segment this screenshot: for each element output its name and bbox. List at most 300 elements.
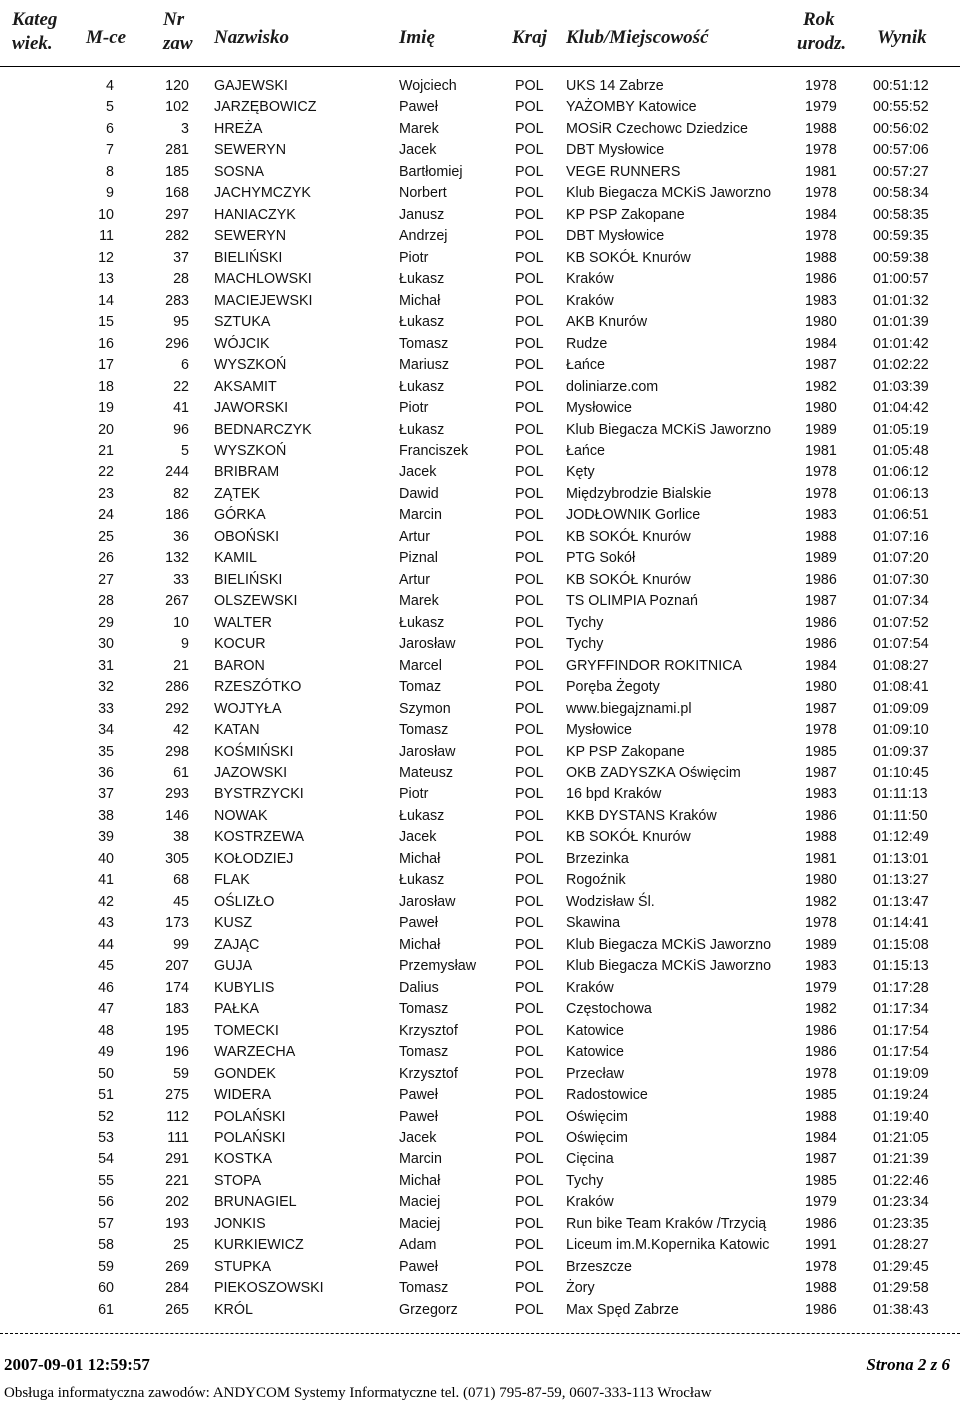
- cell-result: 01:08:27: [873, 657, 929, 674]
- table-row: [0, 1235, 960, 1256]
- table-row: [0, 1085, 960, 1106]
- cell-surname: SEWERYN: [214, 228, 287, 245]
- cell-result: 01:21:05: [873, 1129, 929, 1146]
- cell-club: Tychy: [566, 614, 604, 631]
- cell-place: 52: [98, 1108, 114, 1125]
- cell-place: 57: [98, 1215, 114, 1232]
- cell-club: Kraków: [566, 271, 614, 288]
- cell-bib: 305: [165, 850, 189, 867]
- cell-result: 01:22:46: [873, 1172, 929, 1189]
- cell-firstname: Marcel: [399, 657, 442, 674]
- cell-result: 01:02:22: [873, 357, 929, 374]
- cell-surname: PAŁKA: [214, 1001, 260, 1018]
- cell-country: POL: [515, 507, 544, 524]
- cell-club: Klub Biegacza MCKiS Jaworzno: [566, 958, 772, 975]
- cell-surname: WARZECHA: [214, 1044, 296, 1061]
- cell-result: 00:58:35: [873, 206, 929, 223]
- cell-result: 01:23:34: [873, 1194, 929, 1211]
- cell-result: 01:19:40: [873, 1108, 929, 1125]
- cell-result: 01:01:39: [873, 314, 929, 331]
- cell-bib: 146: [165, 807, 189, 824]
- header-kat: [12, 8, 58, 54]
- cell-club: Radostowice: [566, 1087, 648, 1104]
- cell-country: POL: [515, 614, 544, 631]
- cell-birth-year: 1982: [805, 1001, 837, 1018]
- cell-birth-year: 1983: [805, 958, 837, 975]
- cell-club: KKB DYSTANS Kraków: [566, 807, 717, 824]
- cell-country: POL: [515, 206, 544, 223]
- cell-result: 01:14:41: [873, 915, 929, 932]
- cell-result: 01:13:47: [873, 893, 929, 910]
- cell-surname: MACIEJEWSKI: [214, 292, 313, 309]
- cell-birth-year: 1978: [805, 185, 837, 202]
- cell-birth-year: 1989: [805, 550, 837, 567]
- cell-surname: AKSAMIT: [214, 378, 277, 395]
- cell-country: POL: [515, 1258, 544, 1275]
- cell-place: 21: [98, 442, 114, 459]
- cell-result: 01:21:39: [873, 1151, 929, 1168]
- cell-firstname: Maciej: [399, 1215, 441, 1232]
- cell-surname: KUSZ: [214, 915, 253, 932]
- cell-place: 44: [98, 936, 114, 953]
- table-row: [0, 269, 960, 290]
- cell-surname: SOSNA: [214, 163, 265, 180]
- cell-birth-year: 1986: [805, 636, 837, 653]
- cell-surname: GUJA: [214, 958, 253, 975]
- cell-result: 01:07:16: [873, 528, 929, 545]
- cell-country: POL: [515, 292, 544, 309]
- cell-club: JODŁOWNIK Gorlice: [566, 507, 701, 524]
- cell-result: 01:06:13: [873, 485, 929, 502]
- header-klub: Klub/Miejscowość: [566, 27, 709, 48]
- cell-surname: GAJEWSKI: [214, 78, 288, 94]
- cell-birth-year: 1982: [805, 893, 837, 910]
- cell-firstname: Michał: [399, 1172, 441, 1189]
- cell-result: 01:38:43: [873, 1301, 929, 1318]
- cell-place: 46: [98, 979, 114, 996]
- table-row: [0, 248, 960, 269]
- cell-club: Międzybrodzie Bialskie: [566, 485, 712, 502]
- cell-country: POL: [515, 1129, 544, 1146]
- cell-place: 26: [98, 550, 114, 567]
- table-row: [0, 205, 960, 226]
- table-row: [0, 978, 960, 999]
- cell-birth-year: 1981: [805, 850, 837, 867]
- cell-bib: 282: [165, 228, 189, 245]
- cell-surname: RZESZÓTKO: [214, 679, 302, 696]
- cell-club: GRYFFINDOR ROKITNICA: [566, 657, 743, 674]
- cell-club: KB SOKÓŁ Knurów: [566, 528, 691, 545]
- cell-bib: 36: [173, 528, 189, 545]
- cell-surname: MACHLOWSKI: [214, 271, 312, 288]
- cell-club: DBT Mysłowice: [566, 142, 665, 159]
- cell-result: 01:13:27: [873, 872, 929, 889]
- cell-firstname: Szymon: [399, 700, 451, 717]
- cell-birth-year: 1986: [805, 1215, 837, 1232]
- table-row: [0, 377, 960, 398]
- cell-birth-year: 1984: [805, 335, 837, 352]
- cell-surname: NOWAK: [214, 807, 268, 824]
- cell-surname: GÓRKA: [214, 507, 266, 524]
- cell-firstname: Łukasz: [399, 314, 445, 331]
- cell-country: POL: [515, 807, 544, 824]
- cell-birth-year: 1985: [805, 743, 837, 760]
- cell-birth-year: 1980: [805, 400, 837, 417]
- cell-firstname: Piznal: [399, 550, 438, 567]
- cell-firstname: Jacek: [399, 829, 437, 846]
- cell-birth-year: 1980: [805, 872, 837, 889]
- cell-firstname: Łukasz: [399, 614, 445, 631]
- cell-firstname: Artur: [399, 528, 430, 545]
- cell-club: Przecław: [566, 1065, 624, 1082]
- cell-birth-year: 1978: [805, 78, 837, 94]
- cell-country: POL: [515, 1044, 544, 1061]
- cell-place: 20: [98, 421, 114, 438]
- cell-birth-year: 1983: [805, 507, 837, 524]
- cell-firstname: Tomasz: [399, 1280, 449, 1297]
- cell-bib: 28: [173, 271, 189, 288]
- table-row: [0, 97, 960, 118]
- cell-result: 01:05:48: [873, 442, 929, 459]
- cell-birth-year: 1987: [805, 765, 837, 781]
- cell-birth-year: 1986: [805, 571, 837, 588]
- header-rok-line1: Rok: [803, 9, 835, 30]
- cell-firstname: Marek: [399, 593, 439, 610]
- cell-firstname: Paweł: [399, 99, 438, 116]
- cell-bib: 132: [165, 550, 189, 567]
- cell-firstname: Łukasz: [399, 807, 445, 824]
- cell-place: 35: [98, 743, 114, 760]
- cell-place: 59: [98, 1258, 114, 1275]
- cell-country: POL: [515, 421, 544, 438]
- cell-bib: 33: [173, 571, 189, 588]
- cell-result: 00:57:27: [873, 163, 929, 180]
- cell-place: 29: [98, 614, 114, 631]
- table-row: [0, 162, 960, 183]
- cell-club: KP PSP Zakopane: [566, 743, 685, 760]
- table-row: [0, 806, 960, 827]
- cell-firstname: Paweł: [399, 1087, 438, 1104]
- cell-bib: 99: [173, 936, 189, 953]
- cell-birth-year: 1984: [805, 1129, 837, 1146]
- table-row: [0, 591, 960, 612]
- cell-club: Klub Biegacza MCKiS Jaworzno: [566, 185, 772, 202]
- cell-club: KB SOKÓŁ Knurów: [566, 829, 691, 846]
- cell-birth-year: 1986: [805, 271, 837, 288]
- cell-club: Klub Biegacza MCKiS Jaworzno: [566, 936, 772, 953]
- cell-country: POL: [515, 636, 544, 653]
- cell-firstname: Łukasz: [399, 421, 445, 438]
- cell-result: 01:01:32: [873, 292, 929, 309]
- cell-result: 01:17:34: [873, 1001, 929, 1018]
- table-row: [0, 956, 960, 977]
- cell-club: Tychy: [566, 1172, 604, 1189]
- cell-club: Kraków: [566, 292, 614, 309]
- cell-country: POL: [515, 679, 544, 696]
- cell-firstname: Marek: [399, 120, 439, 137]
- cell-place: 23: [98, 485, 114, 502]
- table-row: [0, 527, 960, 548]
- cell-club: Poręba Żegoty: [566, 679, 660, 696]
- cell-bib: 265: [165, 1301, 189, 1318]
- cell-country: POL: [515, 1172, 544, 1189]
- cell-place: 39: [98, 829, 114, 846]
- cell-bib: 296: [165, 335, 189, 352]
- cell-club: Katowice: [566, 1022, 625, 1039]
- cell-country: POL: [515, 120, 544, 137]
- cell-birth-year: 1978: [805, 228, 837, 245]
- cell-surname: SZTUKA: [214, 314, 271, 331]
- cell-birth-year: 1991: [805, 1237, 837, 1254]
- table-row: [0, 398, 960, 419]
- table-row: [0, 291, 960, 312]
- cell-bib: 202: [165, 1194, 189, 1211]
- cell-bib: 41: [173, 400, 189, 417]
- cell-result: 01:07:20: [873, 550, 929, 567]
- print-datetime: 2007-09-01 12:59:57: [4, 1355, 150, 1374]
- cell-place: 36: [98, 765, 114, 781]
- cell-bib: 111: [167, 1129, 189, 1146]
- header-wynik: Wynik: [877, 27, 927, 48]
- table-row: [0, 827, 960, 848]
- cell-result: 01:01:42: [873, 335, 929, 352]
- table-row: [0, 656, 960, 677]
- cell-club: Klub Biegacza MCKiS Jaworzno: [566, 421, 772, 438]
- cell-surname: WALTER: [214, 614, 272, 631]
- cell-birth-year: 1978: [805, 485, 837, 502]
- cell-surname: BIELIŃSKI: [214, 249, 283, 266]
- cell-surname: KOŁODZIEJ: [214, 850, 294, 867]
- cell-place: 56: [98, 1194, 114, 1211]
- cell-birth-year: 1988: [805, 1280, 837, 1297]
- cell-birth-year: 1988: [805, 829, 837, 846]
- cell-bib: 22: [173, 378, 189, 395]
- cell-result: 01:11:13: [873, 786, 928, 803]
- cell-result: 00:51:12: [873, 78, 929, 94]
- cell-bib: 42: [173, 722, 189, 739]
- cell-firstname: Dawid: [399, 485, 439, 502]
- cell-club: Żory: [566, 1280, 595, 1297]
- cell-result: 01:19:09: [873, 1065, 929, 1082]
- cell-bib: 120: [165, 78, 189, 94]
- table-row: [0, 763, 960, 784]
- cell-firstname: Tomasz: [399, 1001, 449, 1018]
- cell-place: 40: [98, 850, 114, 867]
- cell-result: 01:09:10: [873, 722, 929, 739]
- table-row: [0, 1192, 960, 1213]
- table-row: [0, 420, 960, 441]
- cell-surname: WOJTYŁA: [214, 700, 282, 717]
- cell-surname: WÓJCIK: [214, 335, 270, 352]
- cell-firstname: Łukasz: [399, 872, 445, 889]
- cell-firstname: Bartłomiej: [399, 163, 463, 180]
- cell-surname: BEDNARCZYK: [214, 421, 312, 438]
- cell-result: 01:17:54: [873, 1022, 929, 1039]
- cell-country: POL: [515, 400, 544, 417]
- cell-place: 55: [98, 1172, 114, 1189]
- cell-bib: 5: [181, 442, 189, 459]
- cell-bib: 25: [173, 1237, 189, 1254]
- cell-birth-year: 1980: [805, 679, 837, 696]
- cell-place: 61: [98, 1301, 114, 1318]
- cell-surname: BRIBRAM: [214, 464, 280, 481]
- cell-firstname: Adam: [399, 1237, 437, 1254]
- cell-place: 15: [98, 314, 114, 331]
- cell-surname: JAWORSKI: [214, 400, 289, 417]
- cell-country: POL: [515, 228, 544, 245]
- cell-surname: KURKIEWICZ: [214, 1237, 304, 1254]
- table-row: [0, 999, 960, 1020]
- cell-surname: KRÓL: [214, 1301, 253, 1318]
- table-row: [0, 1128, 960, 1149]
- cell-club: 16 bpd Kraków: [566, 786, 662, 803]
- cell-birth-year: 1978: [805, 1258, 837, 1275]
- page-number: Strona 2 z 6: [866, 1355, 950, 1374]
- cell-country: POL: [515, 979, 544, 996]
- cell-birth-year: 1989: [805, 936, 837, 953]
- cell-result: 01:03:39: [873, 378, 929, 395]
- cell-firstname: Jarosław: [399, 893, 456, 910]
- cell-birth-year: 1988: [805, 120, 837, 137]
- cell-place: 24: [98, 507, 114, 524]
- cell-firstname: Piotr: [399, 249, 429, 266]
- cell-club: TS OLIMPIA Poznań: [566, 593, 698, 610]
- cell-country: POL: [515, 722, 544, 739]
- cell-result: 01:06:12: [873, 464, 929, 481]
- header-rok: [797, 8, 847, 54]
- cell-result: 01:29:58: [873, 1280, 929, 1297]
- cell-firstname: Jarosław: [399, 743, 456, 760]
- cell-country: POL: [515, 1151, 544, 1168]
- cell-bib: 21: [173, 657, 189, 674]
- cell-country: POL: [515, 1022, 544, 1039]
- cell-result: 01:15:08: [873, 936, 929, 953]
- cell-bib: 95: [173, 314, 189, 331]
- cell-firstname: Łukasz: [399, 271, 445, 288]
- cell-club: Brzeszcze: [566, 1258, 632, 1275]
- cell-surname: KAMIL: [214, 550, 257, 567]
- cell-club: VEGE RUNNERS: [566, 163, 681, 180]
- cell-bib: 102: [165, 99, 189, 116]
- cell-place: 51: [98, 1087, 114, 1104]
- cell-firstname: Grzegorz: [399, 1301, 458, 1318]
- cell-place: 9: [106, 185, 114, 202]
- cell-country: POL: [515, 1087, 544, 1104]
- header-kat-line2: wiek.: [12, 33, 53, 54]
- cell-surname: WIDERA: [214, 1087, 272, 1104]
- cell-result: 01:04:42: [873, 400, 929, 417]
- cell-country: POL: [515, 571, 544, 588]
- cell-firstname: Tomasz: [399, 1044, 449, 1061]
- cell-bib: 195: [165, 1022, 189, 1039]
- cell-result: 01:10:45: [873, 765, 929, 781]
- cell-bib: 6: [181, 357, 189, 374]
- cell-firstname: Mariusz: [399, 357, 450, 374]
- cell-birth-year: 1985: [805, 1087, 837, 1104]
- cell-place: 34: [98, 722, 114, 739]
- cell-country: POL: [515, 765, 544, 781]
- cell-birth-year: 1986: [805, 1022, 837, 1039]
- cell-result: 01:11:50: [873, 807, 928, 824]
- cell-country: POL: [515, 378, 544, 395]
- cell-country: POL: [515, 335, 544, 352]
- cell-club: Kraków: [566, 979, 614, 996]
- cell-place: 11: [99, 228, 114, 245]
- cell-place: 33: [98, 700, 114, 717]
- cell-birth-year: 1978: [805, 1065, 837, 1082]
- cell-club: Łańce: [566, 357, 605, 374]
- cell-country: POL: [515, 163, 544, 180]
- cell-country: POL: [515, 185, 544, 202]
- cell-firstname: Franciszek: [399, 442, 469, 459]
- cell-result: 01:09:09: [873, 700, 929, 717]
- cell-country: POL: [515, 743, 544, 760]
- cell-firstname: Tomasz: [399, 722, 449, 739]
- cell-surname: HREŻA: [214, 120, 263, 137]
- table-row: [0, 613, 960, 634]
- cell-place: 54: [98, 1151, 114, 1168]
- cell-firstname: Mateusz: [399, 765, 454, 781]
- cell-country: POL: [515, 593, 544, 610]
- table-row: [0, 935, 960, 956]
- cell-birth-year: 1985: [805, 1172, 837, 1189]
- cell-birth-year: 1980: [805, 314, 837, 331]
- cell-bib: 174: [165, 979, 189, 996]
- cell-country: POL: [515, 915, 544, 932]
- cell-club: Run bike Team Kraków /Trzycią: [566, 1215, 767, 1232]
- cell-place: 38: [98, 807, 114, 824]
- cell-bib: 9: [181, 636, 189, 653]
- cell-result: 01:07:54: [873, 636, 929, 653]
- cell-surname: HANIACZYK: [214, 206, 296, 223]
- cell-place: 12: [98, 249, 114, 266]
- header-nr: [163, 8, 193, 54]
- cell-firstname: Wojciech: [399, 78, 457, 94]
- cell-birth-year: 1987: [805, 700, 837, 717]
- cell-firstname: Krzysztof: [399, 1022, 458, 1039]
- cell-place: 50: [98, 1065, 114, 1082]
- cell-bib: 284: [165, 1280, 189, 1297]
- cell-club: YAŻOMBY Katowice: [566, 99, 697, 116]
- cell-firstname: Jacek: [399, 464, 437, 481]
- cell-club: Brzezinka: [566, 850, 629, 867]
- cell-firstname: Michał: [399, 292, 441, 309]
- cell-firstname: Andrzej: [399, 228, 448, 245]
- table-row: [0, 742, 960, 763]
- table-row: [0, 1257, 960, 1278]
- cell-birth-year: 1986: [805, 1301, 837, 1318]
- cell-surname: BARON: [214, 657, 265, 674]
- table-row: [0, 312, 960, 333]
- cell-country: POL: [515, 829, 544, 846]
- cell-club: Mysłowice: [566, 722, 632, 739]
- cell-result: 01:00:57: [873, 271, 929, 288]
- cell-birth-year: 1987: [805, 357, 837, 374]
- cell-country: POL: [515, 1215, 544, 1232]
- cell-place: 6: [106, 120, 114, 137]
- table-row: [0, 226, 960, 247]
- cell-bib: 207: [165, 958, 189, 975]
- cell-birth-year: 1988: [805, 249, 837, 266]
- cell-place: 45: [98, 958, 114, 975]
- table-row: [0, 1214, 960, 1235]
- cell-place: 60: [98, 1280, 114, 1297]
- cell-bib: 292: [165, 700, 189, 717]
- table-row: [0, 677, 960, 698]
- cell-result: 01:07:52: [873, 614, 929, 631]
- cell-surname: BIELIŃSKI: [214, 571, 283, 588]
- cell-firstname: Norbert: [399, 185, 447, 202]
